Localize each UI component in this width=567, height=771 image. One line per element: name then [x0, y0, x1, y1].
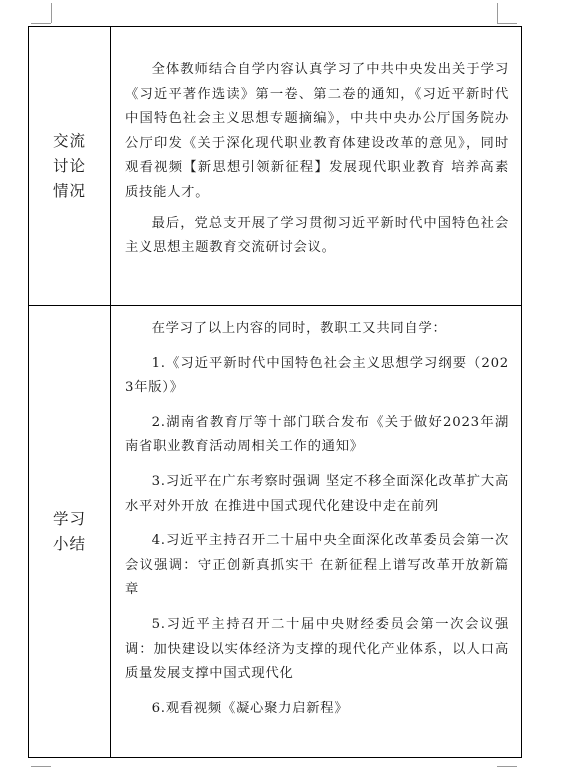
list-item: 1.《习近平新时代中国特色社会主义思想学习纲要（2023年版）》 — [125, 355, 509, 396]
crop-mark-top-right-h — [497, 23, 517, 24]
crop-mark-top-left-h — [31, 23, 51, 24]
table-row-discussion — [29, 27, 521, 306]
paragraph: 在学习了以上内容的同时，教职工又共同自学： — [151, 321, 447, 336]
list-item: 3.习近平在广东考察时强调 坚定不移全面深化改革扩大高水平对外开放 在推进中国式现代化建设中走在前列 — [125, 473, 509, 514]
crop-mark-top-right-v — [497, 3, 498, 23]
row-label: 交流讨论情况 — [52, 131, 86, 200]
list-item: 5.习近平主持召开二十届中央财经委员会第一次会议强调：加快建设以实体经济为支撑的现代化产业体系，以人口高质量发展支撑中国式现代化 — [125, 616, 509, 682]
row-content-cell — [111, 27, 521, 305]
crop-mark-bottom-left-h — [31, 766, 51, 767]
list-item: 6.观看视频《凝心聚力启新程》 — [151, 700, 349, 716]
row-content-cell — [111, 306, 521, 757]
list-item: 2.湖南省教育厅等十部门联合发布《关于做好2023年湖南省职业教育活动周相关工作的通知》 — [125, 414, 509, 455]
crop-mark-top-left-v — [51, 3, 52, 23]
report-table — [28, 26, 522, 758]
table-row-summary — [29, 306, 521, 757]
paragraph: 全体教师结合自学内容认真学习了中共中央发出关于学习《习近平著作选读》第一卷、第二卷的通知，《习近平新时代中国特色社会主义思想专题摘编》，中共中央办公厅国务院办公厅印发《关于深化现代职业教育体建设改革的意见》，同时观看视频【新思想引领新征程】发展现代职业教育 培养高素质技能人才。 — [125, 62, 509, 200]
row-label-cell — [29, 27, 111, 305]
list-item: 4.习近平主持召开二十届中央全面深化改革委员会第一次会议强调：守正创新真抓实干 在新征程上谱写改革开放新篇章 — [125, 533, 509, 598]
paragraph: 最后，党总支开展了学习贯彻习近平新时代中国特色社会主义思想主题教育交流研讨会议。 — [125, 215, 509, 256]
row-label-cell — [29, 306, 111, 757]
crop-mark-bottom-right-h — [497, 766, 517, 767]
row-label: 学习小结 — [52, 509, 86, 553]
